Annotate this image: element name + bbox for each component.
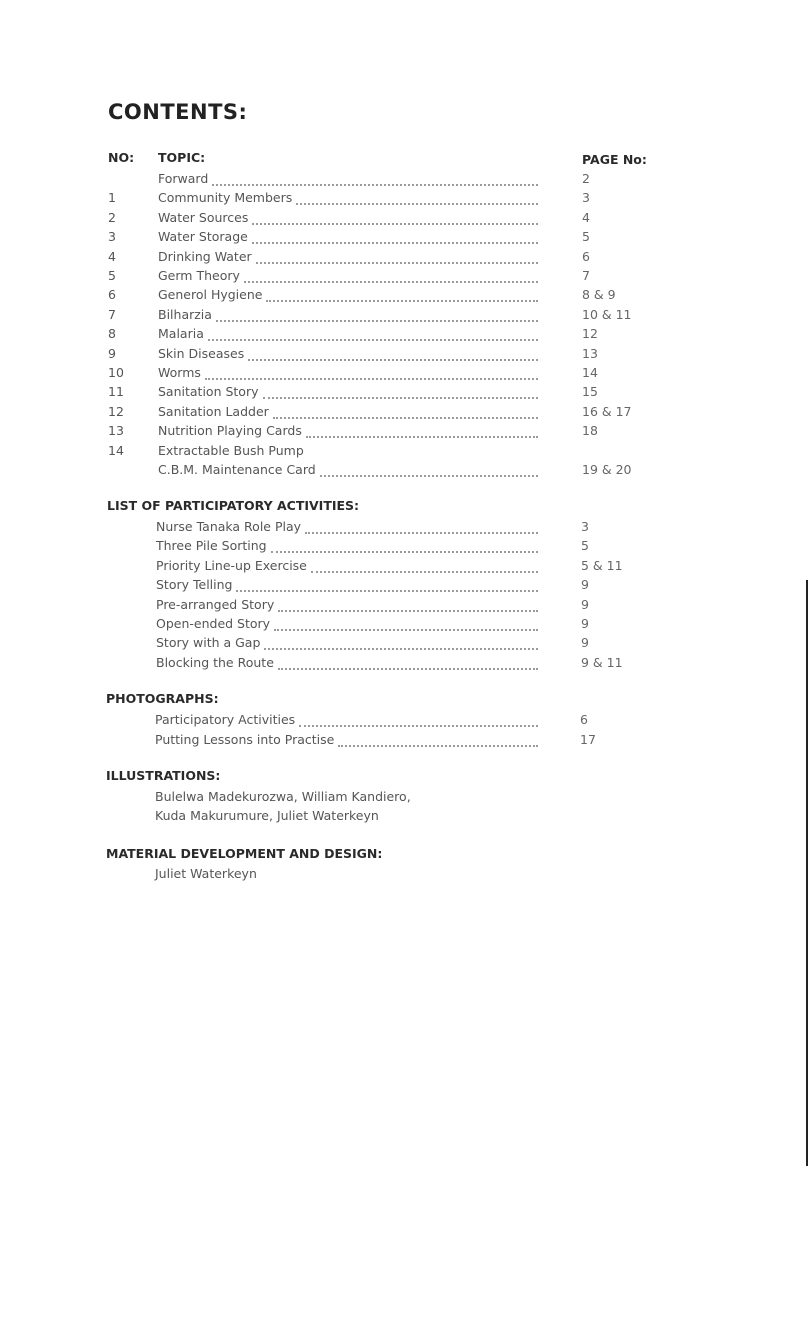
topic-page: 3 xyxy=(582,190,590,206)
topic-title: Forward xyxy=(158,171,209,186)
activity-title: Pre-arranged Story xyxy=(156,596,275,612)
column-header-no: NO: xyxy=(108,150,135,165)
topic-number: 12 xyxy=(108,403,124,419)
activity-leader-dots xyxy=(274,628,538,631)
topic-title: Malaria xyxy=(158,326,204,342)
topic-leader-dots xyxy=(256,261,538,264)
activity-leader-dots xyxy=(311,570,538,573)
topic-row xyxy=(0,423,808,442)
topic-leader-dots xyxy=(248,358,538,361)
topic-leader-dots xyxy=(252,241,538,244)
topic-number: 14 xyxy=(108,442,124,458)
photo-page: 17 xyxy=(580,732,596,747)
topic-title: Worms xyxy=(158,365,201,380)
topic-row xyxy=(0,443,808,462)
activity-page: 9 xyxy=(581,616,589,631)
column-header-page: PAGE No: xyxy=(582,152,647,167)
topic-title: Nutrition Playing Cards xyxy=(158,423,302,439)
topic-row xyxy=(0,268,808,287)
topic-row xyxy=(0,404,808,423)
topic-page: 18 xyxy=(582,423,598,439)
topic-leader-dots xyxy=(306,435,538,438)
activity-row xyxy=(0,519,808,538)
topic-number: 8 xyxy=(108,326,116,342)
activities-heading: LIST OF PARTICIPATORY ACTIVITIES: xyxy=(107,498,360,513)
topic-number: 3 xyxy=(108,229,116,245)
activity-leader-dots xyxy=(278,667,538,670)
activity-page: 9 xyxy=(581,635,589,651)
illustrators-line: Kuda Makurumure, Juliet Waterkeyn xyxy=(155,808,379,823)
topic-leader-dots xyxy=(208,338,538,341)
topic-row xyxy=(0,384,808,403)
topic-leader-dots xyxy=(296,202,538,205)
topic-title: C.B.M. Maintenance Card xyxy=(158,462,316,477)
topic-title: Generol Hygiene xyxy=(158,287,263,303)
topic-leader-dots xyxy=(320,474,538,477)
activity-title: Story with a Gap xyxy=(156,635,261,651)
activity-row xyxy=(0,655,808,674)
topic-leader-dots xyxy=(273,416,538,419)
photo-row xyxy=(0,732,808,751)
topic-number: 10 xyxy=(108,365,124,380)
topic-page: 6 xyxy=(582,248,590,264)
topic-number: 2 xyxy=(108,209,116,225)
activity-leader-dots xyxy=(305,531,538,534)
design-heading: MATERIAL DEVELOPMENT AND DESIGN: xyxy=(106,846,383,861)
column-header-topic: TOPIC: xyxy=(158,150,206,165)
topic-title: Skin Diseases xyxy=(158,345,245,361)
topic-page: 7 xyxy=(582,268,590,283)
photo-page: 6 xyxy=(580,712,588,727)
topic-leader-dots xyxy=(266,299,538,302)
activity-page: 3 xyxy=(581,519,589,534)
topic-number: 11 xyxy=(108,384,124,400)
topic-number: 7 xyxy=(108,306,116,322)
topic-title: Bilharzia xyxy=(158,306,212,322)
activity-title: Story Telling xyxy=(156,577,233,593)
activity-leader-dots xyxy=(271,550,538,553)
topic-number: 5 xyxy=(108,268,116,283)
topic-page: 16 & 17 xyxy=(582,403,632,419)
activity-title: Three Pile Sorting xyxy=(156,538,267,554)
topic-number: 9 xyxy=(108,345,116,361)
activity-page: 9 xyxy=(581,596,589,612)
topic-row xyxy=(0,462,808,481)
topic-number: 13 xyxy=(108,423,124,439)
topic-page: 4 xyxy=(582,209,590,225)
photo-row xyxy=(0,712,808,731)
topic-title: Extractable Bush Pump xyxy=(158,442,304,458)
activity-page: 5 & 11 xyxy=(581,557,623,573)
topic-title: Sanitation Ladder xyxy=(158,403,269,419)
topic-title: Sanitation Story xyxy=(158,384,259,400)
activity-title: Open-ended Story xyxy=(156,616,271,631)
topic-page: 19 & 20 xyxy=(582,462,632,477)
activity-title: Nurse Tanaka Role Play xyxy=(156,519,302,534)
activity-row xyxy=(0,616,808,635)
topic-title: Water Sources xyxy=(158,209,249,225)
topic-page: 2 xyxy=(582,171,590,186)
topic-leader-dots xyxy=(212,183,538,186)
activity-row xyxy=(0,558,808,577)
page-title: CONTENTS: xyxy=(108,100,248,124)
photographs-heading: PHOTOGRAPHS: xyxy=(106,691,219,706)
photo-leader-dots xyxy=(299,724,538,727)
topic-page: 8 & 9 xyxy=(582,287,616,303)
illustrators-line: Bulelwa Madekurozwa, William Kandiero, xyxy=(155,789,411,804)
topic-row xyxy=(0,210,808,229)
topic-page: 13 xyxy=(582,345,598,361)
activity-page: 9 xyxy=(581,577,589,593)
topic-number: 1 xyxy=(108,190,116,206)
designer-line: Juliet Waterkeyn xyxy=(155,866,257,881)
activity-leader-dots xyxy=(278,609,538,612)
topic-title: Drinking Water xyxy=(158,248,252,264)
topic-number: 4 xyxy=(108,248,116,264)
topic-number: 6 xyxy=(108,287,116,303)
photo-title: Putting Lessons into Practise xyxy=(155,732,335,747)
activity-leader-dots xyxy=(236,589,538,592)
photo-title: Participatory Activities xyxy=(155,712,296,727)
activity-row xyxy=(0,635,808,654)
topic-title: Water Storage xyxy=(158,229,248,245)
topic-leader-dots xyxy=(252,222,538,225)
topic-row xyxy=(0,326,808,345)
illustrations-heading: ILLUSTRATIONS: xyxy=(106,768,221,783)
topic-page: 12 xyxy=(582,326,598,342)
topic-page: 10 & 11 xyxy=(582,306,632,322)
topic-row xyxy=(0,346,808,365)
activity-row xyxy=(0,597,808,616)
topic-title: Germ Theory xyxy=(158,268,240,283)
topic-leader-dots xyxy=(244,280,538,283)
topic-leader-dots xyxy=(205,377,538,380)
topic-row xyxy=(0,190,808,209)
topic-row xyxy=(0,249,808,268)
topic-page: 5 xyxy=(582,229,590,245)
activity-page: 5 xyxy=(581,538,589,554)
activity-title: Blocking the Route xyxy=(156,654,274,670)
activity-title: Priority Line-up Exercise xyxy=(156,557,307,573)
topic-row xyxy=(0,229,808,248)
topic-leader-dots xyxy=(216,319,538,322)
topic-row xyxy=(0,171,808,190)
photo-leader-dots xyxy=(338,744,538,747)
activity-row xyxy=(0,577,808,596)
topic-row xyxy=(0,307,808,326)
activity-row xyxy=(0,538,808,557)
topic-leader-dots xyxy=(263,396,538,399)
topic-row xyxy=(0,287,808,306)
topic-title: Community Members xyxy=(158,190,293,206)
activity-page: 9 & 11 xyxy=(581,654,623,670)
activity-leader-dots xyxy=(264,647,538,650)
topic-row xyxy=(0,365,808,384)
topic-page: 14 xyxy=(582,365,598,380)
topic-page: 15 xyxy=(582,384,598,400)
